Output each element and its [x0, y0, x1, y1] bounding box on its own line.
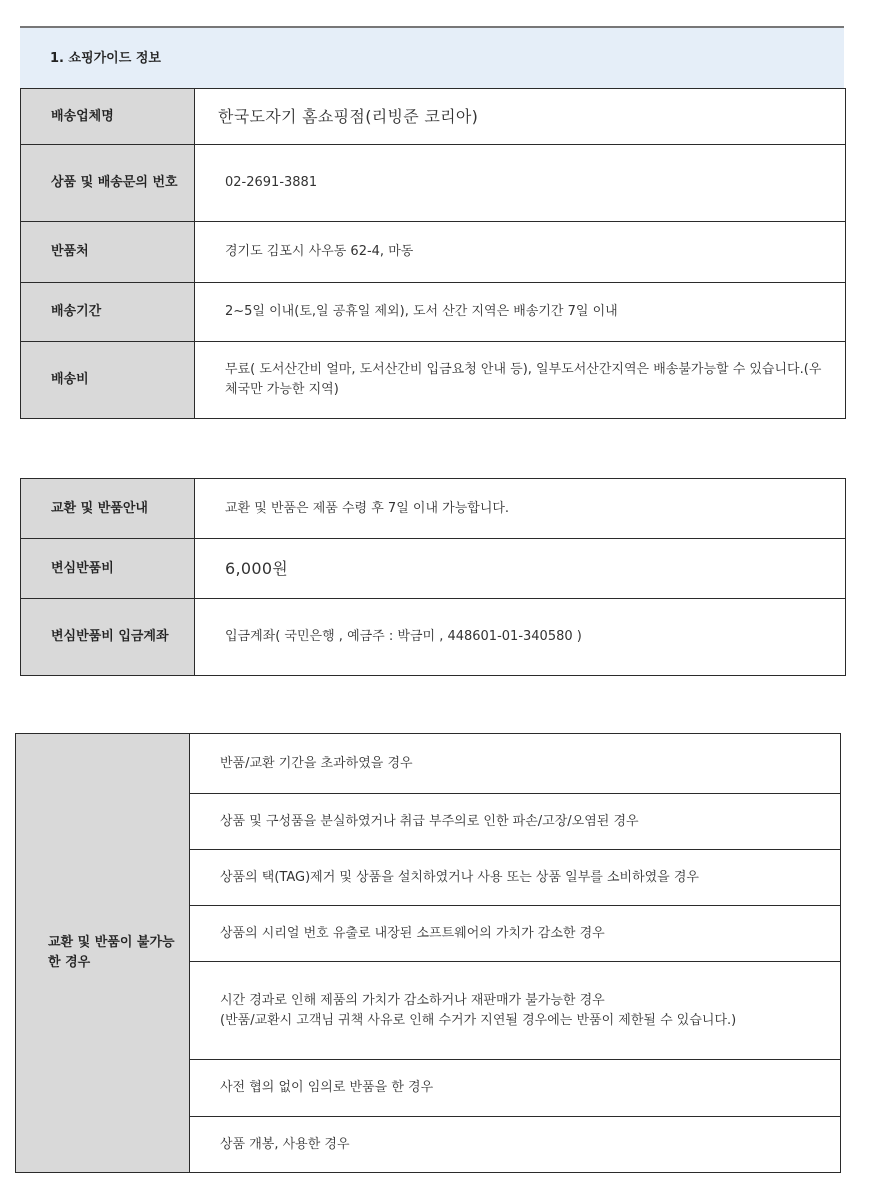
shipping-period-label: 배송기간 — [21, 283, 195, 342]
restriction-item: 상품 개봉, 사용한 경우 — [190, 1117, 841, 1173]
restriction-table — [15, 733, 841, 1173]
restriction-item: 반품/교환 기간을 초과하였을 경우 — [190, 734, 841, 794]
refund-account-value: 입금계좌( 국민은행 , 예금주 : 박금미 , 448601-01-340580 ) — [195, 599, 846, 676]
restriction-item: 상품의 택(TAG)제거 및 상품을 설치하였거나 사용 또는 상품 일부를 소비하였을 경우 — [190, 850, 841, 906]
restriction-item: 상품의 시리얼 번호 유출로 내장된 소프트웨어의 가치가 감소한 경우 — [190, 906, 841, 962]
table-row — [21, 283, 846, 342]
restriction-item-with-note — [190, 962, 841, 1060]
shipping-company-value: 한국도자기 홈쇼핑점(리빙준 코리아) — [195, 89, 846, 145]
restriction-item: 사전 협의 없이 임의로 반품을 한 경우 — [190, 1060, 841, 1117]
restriction-item: 상품 및 구성품을 분실하였거나 취급 부주의로 인한 파손/고장/오염된 경우 — [190, 794, 841, 850]
refund-account-label: 변심반품비 입금계좌 — [21, 599, 195, 676]
table-row — [21, 222, 846, 283]
contact-number-value: 02-2691-3881 — [195, 145, 846, 222]
restriction-label: 교환 및 반품이 불가능한 경우 — [16, 734, 190, 1173]
section-title: 1. 쇼핑가이드 정보 — [20, 26, 844, 88]
shipping-fee-label: 배송비 — [21, 342, 195, 419]
table-row — [21, 539, 846, 599]
restriction-item: 시간 경과로 인해 제품의 가치가 감소하거나 재판매가 불가능한 경우 — [220, 992, 605, 1008]
shipping-fee-value: 무료( 도서산간비 얼마, 도서산간비 입금요청 안내 등), 일부도서산간지역은 배송불가능할 수 있습니다.(우체국만 가능한 지역) — [195, 342, 846, 419]
return-address-label: 반품처 — [21, 222, 195, 283]
shipping-info-table — [20, 88, 846, 419]
table-row — [21, 342, 846, 419]
table-row — [21, 599, 846, 676]
table-row — [21, 145, 846, 222]
contact-number-label: 상품 및 배송문의 번호 — [21, 145, 195, 222]
restriction-note: (반품/교환시 고객님 귀책 사유로 인해 수거가 지연될 경우에는 반품이 제한될 수 있습니다.) — [220, 1012, 737, 1028]
exchange-guide-value: 교환 및 반품은 제품 수령 후 7일 이내 가능합니다. — [195, 479, 846, 539]
table-row — [21, 89, 846, 145]
change-fee-value: 6,000원 — [195, 539, 846, 599]
shipping-period-value: 2~5일 이내(토,일 공휴일 제외), 도서 산간 지역은 배송기간 7일 이내 — [195, 283, 846, 342]
shipping-company-label: 배송업체명 — [21, 89, 195, 145]
exchange-guide-label: 교환 및 반품안내 — [21, 479, 195, 539]
table-row — [21, 479, 846, 539]
exchange-info-table — [20, 478, 846, 676]
change-fee-label: 변심반품비 — [21, 539, 195, 599]
return-address-value: 경기도 김포시 사우동 62-4, 마동 — [195, 222, 846, 283]
table-row — [16, 734, 841, 794]
